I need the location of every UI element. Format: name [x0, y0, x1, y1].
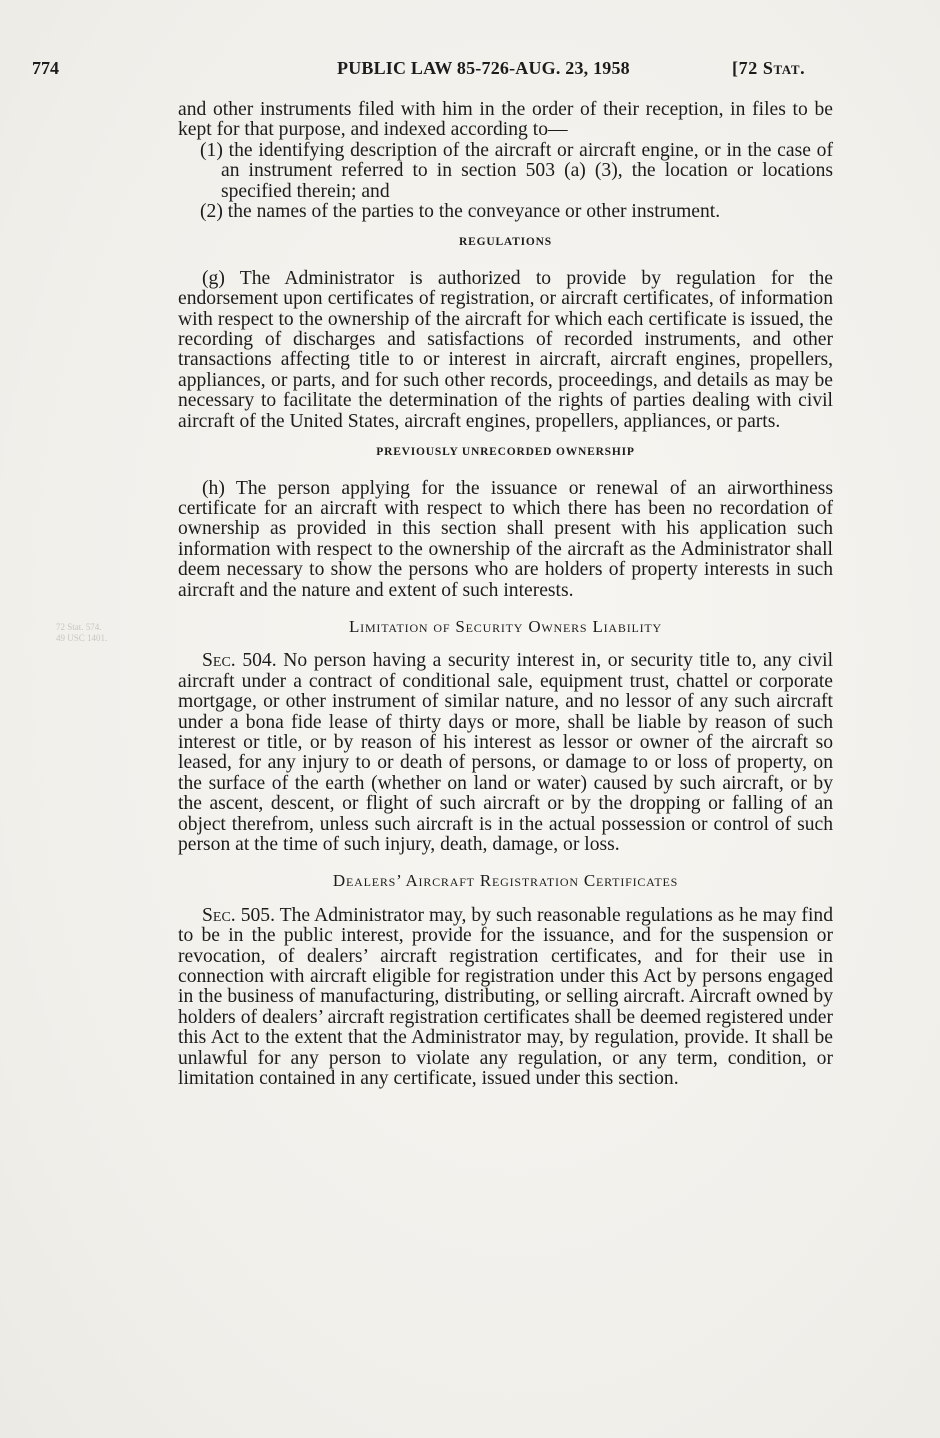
margin-note	[56, 622, 136, 644]
volume-citation: [72 Stat.	[732, 58, 806, 78]
paragraph-g: (g) The Administrator is authorized to provide by regulation for the endorsement upon certificates of registration, or aircraft certificates, of information with respect to the ownership of the aircraft for which each certificate is issued, the recording of discharges and satisfactions of recorded instruments, and other transactions affecting title to or interest in aircraft, aircraft engines, propellers, appliances, or parts, and for such other records, proceedings, and details as may be necessary to facilitate the determination of the rights of parties dealing with civil aircraft of the United States, aircraft engines, propellers, appliances, or parts.	[178, 267, 833, 432]
running-head-title: PUBLIC LAW 85-726-AUG. 23, 1958	[337, 58, 630, 78]
section-504-text: No person having a security interest in, or security title to, any civil aircraft under a contract of conditional sale, equipment trust, chattel or corporate mortgage, or other instrument of similar nature, and no lessor of any such aircraft under a bona fide lease of thirty days or more, shall be liable by reason of such interest or title, or by reason of his interest as lessor or owner of the aircraft so leased, for any injury to or death of persons, or damage to or loss of property, on the surface of the earth (whether on land or water) caused by such aircraft, or by the ascent, descent, or flight of such aircraft or by the dropping or falling of an object therefrom, unless such aircraft is in the actual possession or control of such person at the time of such injury, death, damage, or loss.	[178, 650, 834, 855]
paragraph-h: (h) The person applying for the issuance or renewal of an airworthiness certificate for an aircraft with respect to which there has been no recordation of ownership as provided in this section shall present with his application such information with respect to the ownership of the aircraft as the Administrator shall deem necessary to show the persons who are holders of property interests in such aircraft and the nature and extent of such interests.	[178, 477, 833, 601]
clause-1: (1) the identifying description of the aircraft or aircraft engine, or in the case of an instrument referred to in section 503 (a) (3), the location or locations specified therein; and	[200, 139, 833, 202]
continued-paragraph: and other instruments filed with him in the order of their reception, in files to be kept for that purpose, and indexed according to—	[178, 99, 833, 141]
section-505-label: Sec. 505.	[202, 904, 275, 926]
heading-limitation-of-security-owners-liability: Limitation of Security Owners Liability	[348, 616, 663, 636]
heading-previously-unrecorded-ownership: PREVIOUSLY UNRECORDED OWNERSHIP	[376, 446, 635, 459]
running-head	[32, 58, 840, 84]
section-504-label: Sec. 504.	[202, 650, 277, 672]
section-505	[178, 906, 833, 1090]
body-text	[178, 100, 833, 1089]
heading-regulations: REGULATIONS	[459, 236, 552, 249]
section-505-text: The Administrator may, by such reasonable regulations as he may find to be in the public interest, provide for the issuance, and for the suspension or revocation, of dealers’ aircraft registration certificates, and for their use in connection with aircraft eligible for registration under this Act by persons engaged in the business of manufacturing, distributing, or selling aircraft. Aircraft owned by holders of dealers’ aircraft registration certificates shall be deemed registered under this Act to the extent that the Administrator may, by regulation, provide. It shall be unlawful for any person to violate any regulation, or any term, condition, or limitation contained in any certificate, issued under this section.	[178, 904, 833, 1090]
margin-note-line: 72 Stat. 574.	[56, 622, 102, 632]
page-number: 774	[32, 58, 59, 78]
section-504	[178, 651, 833, 855]
clause-2: (2) the names of the parties to the conveyance or other instrument.	[200, 201, 721, 223]
margin-note-line: 49 USC 1401.	[56, 633, 108, 643]
heading-dealers-aircraft-registration-certificates: Dealers’ Aircraft Registration Certificates	[332, 871, 679, 891]
